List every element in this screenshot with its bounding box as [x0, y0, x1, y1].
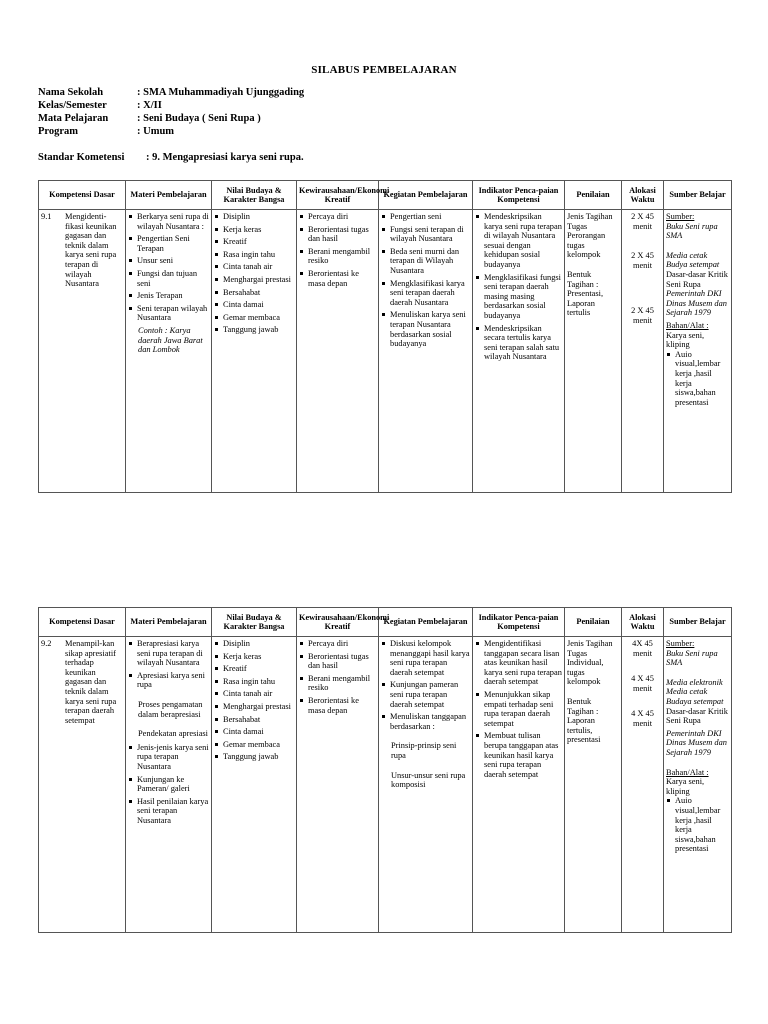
kewirausahaan-cell: [297, 210, 379, 493]
sumber-item: Dasar-dasar Kritik Seni Rupa: [666, 269, 728, 289]
penilaian-line: Jenis Tagihan: [567, 639, 613, 648]
materi-paragraph: Proses pengamatan dalam berapresiasi: [138, 699, 203, 719]
list-item: Rasa ingin tahu: [223, 250, 294, 260]
kompetensi-dasar-cell: [39, 637, 126, 933]
sumber-item: Pemerintah DKI Dinas Musem dan Sejarah 1979: [666, 728, 727, 757]
column-header: Penilaian: [565, 608, 622, 637]
kd-number: 9.1: [41, 212, 52, 221]
list-item: Berapresiasi karya seni rupa terapan di wilayah Nusantara: [137, 639, 209, 668]
kegiatan-paragraph: Prinsip-prinsip seni rupa: [391, 741, 457, 760]
alokasi-line: 4X 45 menit: [632, 639, 653, 658]
syllabus-table-1: [38, 180, 732, 493]
list-item: Membuat tulisan berupa tanggapan atas keunikan hasil karya seni rupa terapan daerah setempat: [484, 731, 562, 779]
list-item: Unsur seni: [137, 256, 209, 266]
standar-label: Standar Kometensi: [38, 152, 125, 163]
list-item: Bersahabat: [223, 715, 294, 725]
kewirausahaan-cell: [297, 637, 379, 933]
list-item: Berani mengambil resiko: [308, 247, 376, 266]
penilaian-line: Jenis Tagihan: [567, 212, 613, 221]
list-item: Auio visual,lembar kerja ,hasil kerja siswa,bahan presentasi: [675, 796, 729, 854]
alokasi-line: 4 X 45 menit: [631, 674, 654, 693]
penilaian-line: Presentasi,: [567, 289, 604, 299]
list-item: Mengklasifikasi karya seni terapan daerah daerah Nusantara: [390, 279, 470, 308]
penilaian-line: tugas kelompok: [567, 240, 601, 260]
header-label: Kelas/Semester: [38, 100, 107, 111]
list-item: Kerja keras: [223, 225, 294, 235]
kd-text: Menampil-kan sikap apresiatif terhadap keunikan gagasan dan teknik dalam karya seni rupa terapan daerah setempat: [65, 639, 117, 725]
column-header: Kompetensi Dasar: [39, 608, 126, 637]
kompetensi-dasar-cell: [39, 210, 126, 493]
sumber-item: Dasar-dasar Kritik Seni Rupa: [666, 706, 728, 726]
list-item: Disiplin: [223, 639, 294, 649]
materi-paragraph: Pendekatan apresiasi: [138, 729, 208, 739]
list-item: Menuliskan karya seni terapan Nusantara berdasarkan sosial budayanya: [390, 310, 470, 348]
penilaian-line: tugas kelompok: [567, 667, 601, 687]
alat-label: Bahan/Alat :: [666, 320, 709, 330]
list-item: Berorientasi ke masa depan: [308, 269, 376, 288]
list-item: Disiplin: [223, 212, 294, 222]
penilaian-line: presentasi: [567, 735, 601, 745]
list-item: Berorientasi tugas dan hasil: [308, 225, 376, 244]
column-header: Alokasi Waktu: [622, 181, 664, 210]
sumber-cell: [664, 637, 732, 933]
list-item: Mengidentifikasi tanggapan secara lisan atas keunikan hasil karya seni rupa terapan daerah setempat: [484, 639, 562, 687]
list-item: Cinta tanah air: [223, 689, 294, 699]
list-item: Fungsi seni terapan di wilayah Nusantara: [390, 225, 470, 244]
list-item: Menghargai prestasi: [223, 275, 294, 285]
header-label: Nama Sekolah: [38, 87, 104, 98]
indikator-cell: [473, 637, 565, 933]
sumber-label: Sumber:: [666, 639, 695, 648]
list-item: Kreatif: [223, 237, 294, 247]
list-item: Kunjungan ke Pameran/ galeri: [137, 775, 209, 794]
list-item: Menuliskan tanggapan berdasarkan :: [390, 712, 470, 731]
header-row: [38, 112, 304, 125]
header-value: : Umum: [137, 126, 175, 137]
alat-text: Karya seni, kliping: [666, 330, 705, 350]
list-item: Bersahabat: [223, 288, 294, 298]
list-item: Berorientasi ke masa depan: [308, 696, 376, 715]
alokasi-line: 2 X 45 menit: [631, 306, 654, 325]
column-header: Sumber Belajar: [664, 608, 732, 637]
standar-value: : 9. Mengapresiasi karya seni rupa.: [146, 152, 304, 163]
list-item: Jenis Terapan: [137, 291, 209, 301]
alokasi-line: 2 X 45 menit: [631, 251, 654, 270]
alokasi-line: 4 X 45 menit: [631, 709, 654, 728]
list-item: Kunjungan pameran seni rupa terapan daerah setempat: [390, 680, 470, 709]
list-item: Mendeskripsikan secara tertulis karya seni terapan salah satu wilayah Nusantara: [484, 324, 562, 362]
column-header: Kegiatan Pembelajaran: [379, 608, 473, 637]
sumber-label: Sumber:: [666, 212, 695, 221]
list-item: Menunjukkan sikap empati terhadap seni rupa terapan daerah setempat: [484, 690, 562, 728]
list-item: Berorientasi tugas dan hasil: [308, 652, 376, 671]
alokasi-cell: [622, 637, 664, 933]
list-item: Kerja keras: [223, 652, 294, 662]
column-header: Sumber Belajar: [664, 181, 732, 210]
sumber-cell: [664, 210, 732, 493]
penilaian-line: Tugas Individual,: [567, 648, 604, 668]
list-item: Pengertian seni: [390, 212, 470, 222]
materi-cell: [126, 637, 212, 933]
materi-note: Contoh : Karya daerah Jawa Barat dan Lombok: [138, 325, 203, 355]
penilaian-line: Laporan tertulis: [567, 298, 595, 318]
column-header: Indikator Penca-paian Kompetensi: [473, 608, 565, 637]
penilaian-line: Bentuk Tagihan :: [567, 696, 599, 716]
alat-text: Karya seni, kliping: [666, 777, 705, 796]
header-value: : X/II: [137, 100, 162, 111]
list-item: Mendeskripsikan karya seni rupa terapan di wilayah Nusantara sesuai dengan kehidupan sosial budayanya: [484, 212, 562, 269]
list-item: Percaya diri: [308, 639, 376, 649]
sumber-item: Budaya setempat: [666, 696, 724, 706]
penilaian-cell: [565, 637, 622, 933]
list-item: Menghargai prestasi: [223, 702, 294, 712]
list-item: Gemar membaca: [223, 740, 294, 750]
list-item: Tanggung jawab: [223, 752, 294, 762]
column-header: Materi Pembelajaran: [126, 181, 212, 210]
table-header-row: [39, 608, 732, 637]
list-item: Jenis-jenis karya seni rupa terapan Nusantara: [137, 742, 209, 771]
header-label: Program: [38, 126, 79, 137]
alokasi-cell: [622, 210, 664, 493]
kegiatan-cell: [379, 637, 473, 933]
list-item: Cinta damai: [223, 727, 294, 737]
list-item: Pengertian Seni Terapan: [137, 234, 209, 253]
nilai-cell: [212, 210, 297, 493]
kegiatan-cell: [379, 210, 473, 493]
table-header-row: [39, 181, 732, 210]
list-item: Berkarya seni rupa di wilayah Nusantara :: [137, 212, 209, 231]
indikator-cell: [473, 210, 565, 493]
list-item: Seni terapan wilayah Nusantara: [137, 303, 208, 323]
sumber-item: Media cetak: [666, 687, 708, 697]
column-header: Kewirausahaan/Ekonomi Kreatif: [297, 608, 379, 637]
penilaian-line: Bentuk Tagihan :: [567, 269, 599, 289]
kd-text: Mengidenti-fikasi keunikan gagasan dan teknik dalam karya seni rupa terapan di wilayah Nusantara: [65, 212, 117, 289]
header-row: [38, 86, 304, 99]
penilaian-line: Laporan tertulis,: [567, 716, 595, 735]
list-item: Apresiasi karya seni rupa: [137, 671, 209, 690]
penilaian-cell: [565, 210, 622, 493]
column-header: Alokasi Waktu: [622, 608, 664, 637]
list-item: Fungsi dan tujuan seni: [137, 269, 209, 288]
header-row: [38, 99, 304, 112]
column-header: Nilai Budaya & Karakter Bangsa: [212, 608, 297, 637]
header-label: Mata Pelajaran: [38, 113, 109, 124]
column-header: Indikator Penca-paian Kompetensi: [473, 181, 565, 210]
list-item: Berani mengambil resiko: [308, 674, 376, 693]
sumber-item: Media cetak: [666, 250, 708, 260]
alokasi-line: 2 X 45 menit: [631, 212, 654, 231]
list-item: Mengklasifikasi fungsi seni terapan daerah masing masing berdasarkan sosial budayanya: [484, 272, 561, 320]
list-item: Hasil penilaian karya seni terapan Nusantara: [137, 796, 209, 825]
column-header: Kewirausahaan/Ekonomi Kreatif: [297, 181, 379, 210]
kd-number: 9.2: [41, 639, 52, 648]
header-row: [38, 125, 304, 138]
alat-label: Bahan/Alat :: [666, 767, 709, 777]
sumber-item: Buku Seni rupa SMA: [666, 221, 718, 241]
table-row: [39, 210, 732, 493]
column-header: Nilai Budaya & Karakter Bangsa: [212, 181, 297, 210]
list-item: Rasa ingin tahu: [223, 677, 294, 687]
list-item: Diskusi kelompok menanggapi hasil karya seni rupa terapan daerah setempat: [390, 639, 470, 677]
penilaian-line: Tugas Perorangan: [567, 221, 606, 241]
column-header: Materi Pembelajaran: [126, 608, 212, 637]
list-item: Cinta damai: [223, 300, 294, 310]
syllabus-table-2: [38, 607, 732, 933]
list-item: Kreatif: [223, 664, 294, 674]
nilai-cell: [212, 637, 297, 933]
list-item: Auio visual,lembar kerja ,hasil kerja siswa,bahan presentasi: [675, 350, 729, 408]
column-header: Kegiatan Pembelajaran: [379, 181, 473, 210]
sumber-item: Budya setempat: [666, 260, 720, 270]
list-item: Percaya diri: [308, 212, 376, 222]
sumber-item: Buku Seni rupa SMA: [666, 648, 718, 668]
kegiatan-paragraph: Unsur-unsur seni rupa komposisi: [391, 770, 466, 790]
materi-cell: [126, 210, 212, 493]
list-item: Cinta tanah air: [223, 262, 294, 272]
table-row: [39, 637, 732, 933]
sumber-item: Pemerintah DKI Dinas Musem dan Sejarah 1979: [666, 289, 727, 318]
header-info: [38, 86, 304, 138]
sumber-item: Media elektronik: [666, 677, 723, 687]
list-item: Beda seni murni dan terapan di Wilayah Nusantara: [390, 247, 470, 276]
column-header: Penilaian: [565, 181, 622, 210]
list-item: Gemar membaca: [223, 313, 294, 323]
page-title: SILABUS PEMBELAJARAN: [311, 64, 457, 76]
list-item: Tanggung jawab: [223, 325, 294, 335]
column-header: Kompetensi Dasar: [39, 181, 126, 210]
header-value: : Seni Budaya ( Seni Rupa ): [137, 113, 261, 124]
header-value: : SMA Muhammadiyah Ujunggading: [137, 87, 305, 98]
standar-kompetensi: [38, 152, 304, 163]
